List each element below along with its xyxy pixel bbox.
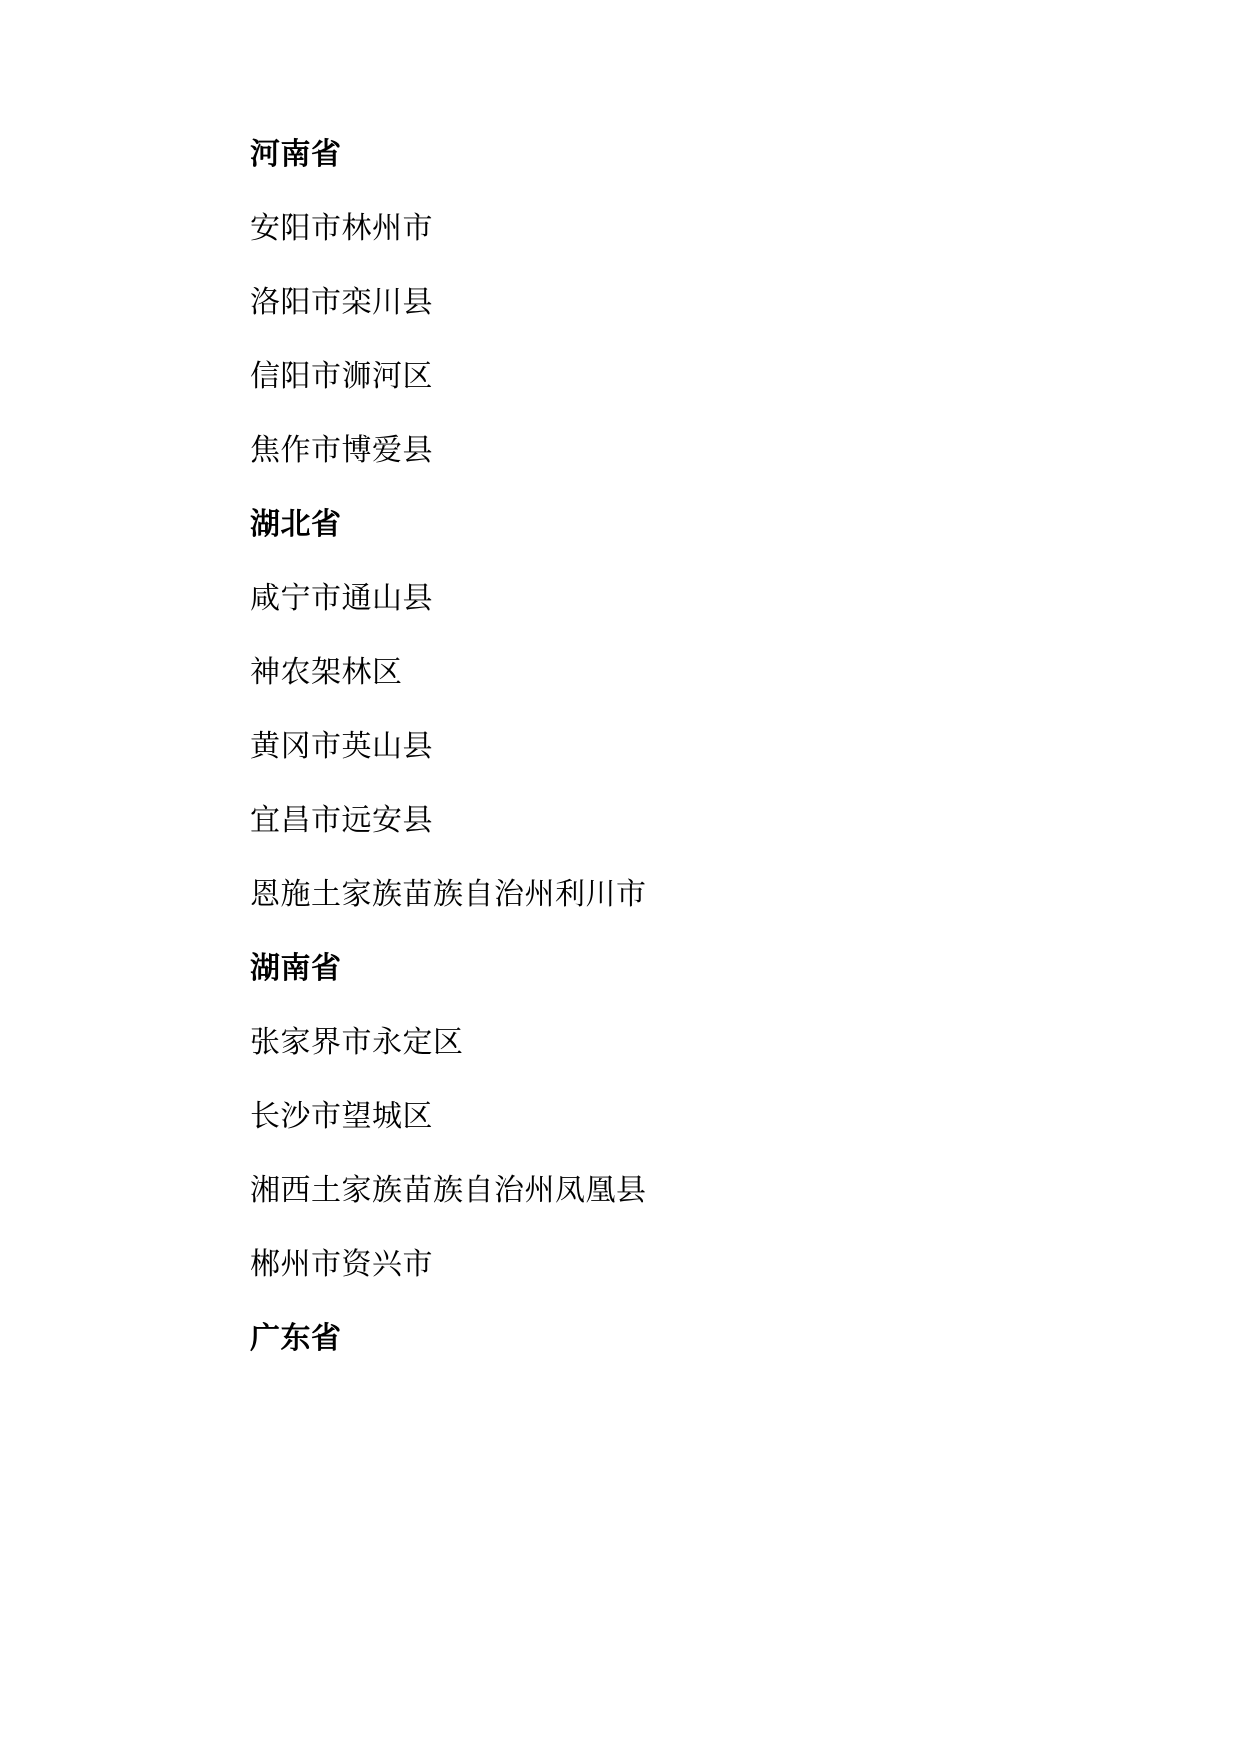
province-heading-row	[250, 507, 1091, 584]
entry-row	[250, 436, 1091, 510]
locality-entry: 焦作市博爱县	[250, 434, 433, 467]
entry-row	[250, 1028, 1091, 1102]
locality-entry: 洛阳市栾川县	[250, 286, 433, 319]
entry-row	[250, 1176, 1091, 1250]
entry-row	[250, 288, 1091, 362]
locality-entry: 张家界市永定区	[250, 1026, 464, 1059]
entry-row	[250, 1250, 1091, 1324]
locality-entry: 郴州市资兴市	[250, 1248, 433, 1281]
entry-row	[250, 806, 1091, 880]
province-heading: 河南省	[250, 137, 342, 172]
locality-entry: 黄冈市英山县	[250, 730, 433, 763]
locality-entry: 安阳市林州市	[250, 212, 433, 245]
document-body	[250, 137, 1091, 1398]
province-section	[250, 137, 1091, 510]
locality-entry: 神农架林区	[250, 656, 403, 689]
province-heading: 湖南省	[250, 951, 342, 986]
locality-entry: 咸宁市通山县	[250, 582, 433, 615]
locality-entry: 宜昌市远安县	[250, 804, 433, 837]
entry-row	[250, 1102, 1091, 1176]
locality-entry: 恩施土家族苗族自治州利川市	[250, 878, 647, 911]
entry-row	[250, 658, 1091, 732]
locality-entry: 湘西土家族苗族自治州凤凰县	[250, 1174, 647, 1207]
entry-row	[250, 584, 1091, 658]
province-heading-row	[250, 137, 1091, 214]
entry-row	[250, 880, 1091, 954]
province-section	[250, 951, 1091, 1324]
entry-row	[250, 214, 1091, 288]
province-heading-row	[250, 1321, 1091, 1398]
province-heading-row	[250, 951, 1091, 1028]
locality-entry: 信阳市浉河区	[250, 360, 433, 393]
province-heading: 湖北省	[250, 507, 342, 542]
province-section	[250, 507, 1091, 954]
locality-entry: 长沙市望城区	[250, 1100, 433, 1133]
province-section	[250, 1321, 1091, 1398]
entry-row	[250, 362, 1091, 436]
entry-row	[250, 732, 1091, 806]
province-heading: 广东省	[250, 1321, 342, 1356]
